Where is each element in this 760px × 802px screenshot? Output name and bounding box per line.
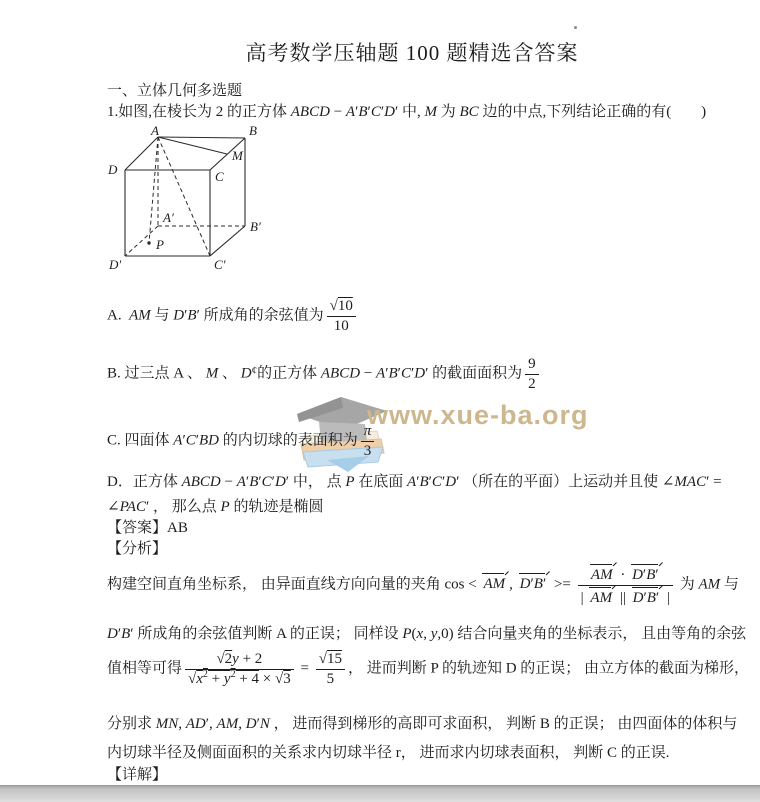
svg-text:C′: C′ [214,257,226,272]
cube-figure [104,124,272,276]
analysis-line-3-text: 值相等可得 $\frac{√2y + 2}{√x^2 + y^2 + 4 \times √3}$ = $\frac{√15}{5}$ ， 进而判断 P 的轨迹知 D 的正误； 由立方体的截面为梯形， [107,650,750,687]
option-d-text: D．正方体 ABCD − A′B′C′D′ 中， 点 P 在底面 A′B′C′D′ （所在的平面）上运动并且使 ∠MAC′ = ∠PAC′ ， 那么点 P 的轨迹是椭圆 [107,474,722,515]
svg-text:D′: D′ [109,257,122,272]
watermark-text: www.xue-ba.org [367,400,589,430]
cube-solid-edges [125,137,245,256]
detail-label: 【详解】 [107,767,168,783]
page-title: 高考数学压轴题 100 题精选含答案 [245,41,579,65]
analysis-line-3 [107,644,749,694]
analysis-line-5 [107,741,747,762]
analysis-line-4-text: 分别求 MN, AD′, AM, D′N ， 进而得到梯形的高即可求面积， 判断 B 的正误； 由四面体的体积与 [107,716,738,732]
analysis-line-5-text: 内切球半径及侧面面积的关系求内切球半径 r， 进而求内切球表面积， 判断 C 的正误. [107,745,670,761]
cube-figure-svg [104,124,272,276]
option-c [107,421,377,461]
analysis-line-2 [107,622,747,643]
svg-text:B′: B′ [250,219,261,234]
analysis-line-1-text: 构建空间直角坐标系， 由异面直线方向向量的夹角 cos < AM , D′B′ >= $\frac{AM \cdot D'B'}{| AM || D'B' |}$ 为 AM 与 [107,564,739,607]
option-a-text: A. AM 与 D′B′ 所成角的余弦值为 $\frac{√10}{10}$ [107,298,359,335]
option-c-text: C. 四面体 A′C′BD 的内切球的表面积为 $\frac{\pi}{3}$ [107,423,377,460]
svg-text:P: P [156,237,164,252]
svg-text:C: C [215,169,224,184]
svg-text:M: M [232,148,243,163]
option-b [107,352,542,396]
question-text: 1.如图,在棱长为 2 的正方体 ABCD − A′B′C′D′ 中, M 为 BC 边的中点,下列结论正确的有( ) [107,104,707,120]
svg-text:B: B [249,124,257,138]
answer-label: 【答案】 [107,520,168,536]
analysis-line-4 [107,712,747,733]
svg-text:A′: A′ [163,210,174,225]
svg-text:D: D [108,162,118,177]
analysis-label: 【分析】 [107,541,168,557]
option-d [107,470,735,520]
option-b-text: B. 过三点 A 、 M 、 D¢的正方体 ABCD − A′B′C′D′ 的截面面积为 $\frac{9}{2}$ [107,356,542,393]
analysis-line-2-text: D′B′ 所成角的余弦值判断 A 的正误； 同样设 P(x, y,0) 结合向量夹角的坐标表示， 且由等角的余弦 [107,626,747,642]
analysis-line-1 [107,556,739,614]
viewer-bottom-bar [0,785,760,802]
option-a [107,292,359,340]
point-p-dot [147,241,150,244]
vertex-labels [107,124,261,272]
answer-value: AB [167,520,188,536]
dust-speck [574,26,577,29]
section-heading: 一、立体几何多选题 [107,83,243,99]
svg-text:A: A [151,124,159,138]
answer-line [107,516,188,537]
